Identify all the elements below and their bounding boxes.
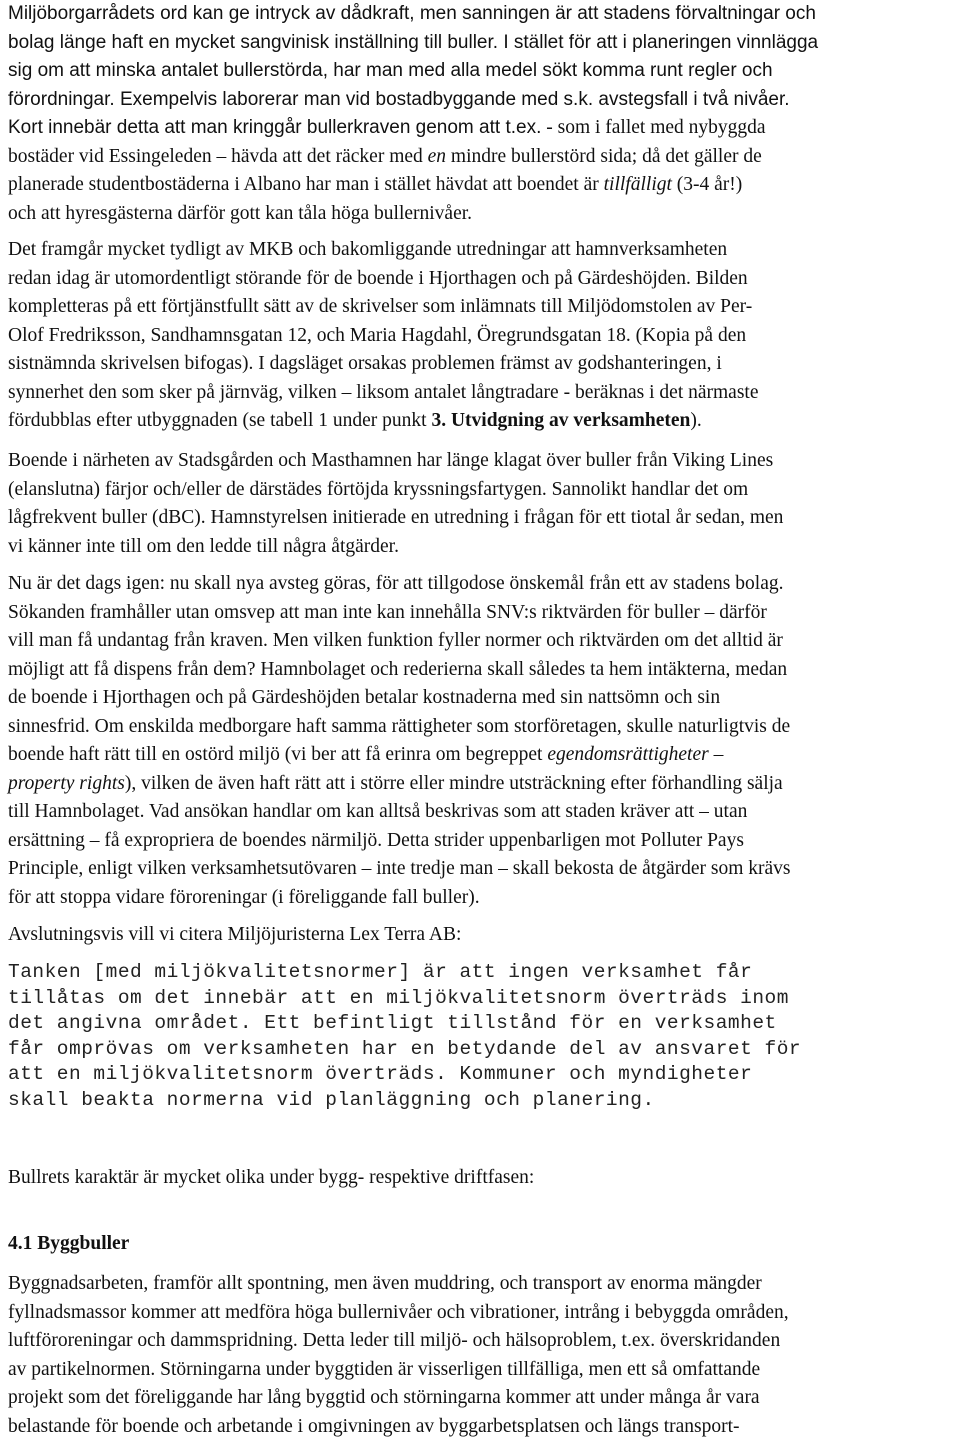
paragraph-1 bbox=[8, 0, 956, 228]
text-line: belastande för boende och arbetande i omgivningen av byggarbetsplatsen och längs transport- bbox=[8, 1413, 956, 1441]
text-line: Det framgår mycket tydligt av MKB och bakomliggande utredningar att hamnverksamheten bbox=[8, 236, 956, 265]
text-line: Miljöborgarrådets ord kan ge intryck av dådkraft, men sanningen är att stadens förvaltningar och bbox=[8, 0, 956, 29]
quote-line: Tanken [med miljökvalitetsnormer] är att ingen verksamhet får bbox=[8, 960, 956, 986]
text-line: ersättning – få expropriera de boendes närmiljö. Detta strider uppenbarligen mot Polluter Pays bbox=[8, 827, 956, 856]
text-line: Bullrets karaktär är mycket olika under bygg- respektive driftfasen: bbox=[8, 1164, 956, 1193]
text-segment: Kort innebär detta att man kringgår bullerkraven genom att t.ex. bbox=[8, 117, 541, 138]
text-line bbox=[8, 143, 956, 172]
text-line: vi känner inte till om den ledde till några åtgärder. bbox=[8, 533, 956, 562]
text-line: till Hamnbolaget. Vad ansökan handlar om kan alltså beskrivas som att staden kräver att – utan bbox=[8, 798, 956, 827]
quote-line: det angivna området. Ett befintligt tillstånd för en verksamhet bbox=[8, 1011, 956, 1037]
text-line bbox=[8, 741, 956, 770]
heading-text: 4.1 Byggbuller bbox=[8, 1230, 956, 1259]
text-line bbox=[8, 171, 956, 200]
text-line bbox=[8, 114, 956, 143]
text-line: av partikelnormen. Störningarna under byggtiden är visserligen tillfälliga, men ett så omfattande bbox=[8, 1356, 956, 1385]
emphasis: property rights bbox=[8, 773, 125, 794]
text-line: Boende i närheten av Stadsgården och Masthamnen har länge klagat över buller från Viking Lines bbox=[8, 447, 956, 476]
text-line bbox=[8, 407, 956, 436]
text-line bbox=[8, 86, 956, 115]
text-line: vill man få undantag från kraven. Men vilken funktion fyller normer och riktvärden om det alltid är bbox=[8, 627, 956, 656]
text-line: fyllnadsmassor kommer att medföra höga bullernivåer och vibrationer, intrång i bebyggda områden, bbox=[8, 1299, 956, 1328]
text-segment: avstegsfall i två nivåer. bbox=[598, 89, 789, 110]
text-line: Byggnadsarbeten, framför allt spontning, men även muddring, och transport av enorma mängder bbox=[8, 1270, 956, 1299]
text-line: sig om att minska antalet bullerstörda, har man med alla medel sökt komma runt regler och bbox=[8, 57, 956, 86]
text-segment: mindre bullerstörd sida; då det gäller de bbox=[446, 146, 762, 167]
text-line: Olof Fredriksson, Sandhamnsgatan 12, och Maria Hagdahl, Öregrundsgatan 18. (Kopia på den bbox=[8, 322, 956, 351]
text-segment: boende haft rätt till en ostörd miljö (vi ber att få erinra om begreppet bbox=[8, 744, 547, 765]
text-segment: ), vilken de även haft rätt att i större eller mindre utsträckning efter förhandling sälja bbox=[125, 773, 783, 794]
section-reference: 3. Utvidgning av verksamheten bbox=[431, 410, 690, 431]
text-line: (elanslutna) färjor och/eller de därstädes förtöjda kryssningsfartygen. Sannolikt handlar det om bbox=[8, 476, 956, 505]
text-segment: (3-4 år!) bbox=[672, 174, 742, 195]
emphasis: en bbox=[428, 146, 446, 167]
paragraph-2 bbox=[8, 236, 956, 436]
emphasis: tillfälligt bbox=[604, 174, 672, 195]
text-line: Avslutningsvis vill vi citera Miljöjuristerna Lex Terra AB: bbox=[8, 921, 956, 950]
text-line: Sökanden framhåller utan omsvep att man inte kan innehålla SNV:s riktvärden för buller – därför bbox=[8, 599, 956, 628]
text-line: Nu är det dags igen: nu skall nya avsteg göras, för att tillgodose önskemål från ett av stadens bolag. bbox=[8, 570, 956, 599]
text-line: lågfrekvent buller (dBC). Hamnstyrelsen initierade en utredning i frågan för ett tiotal år sedan, men bbox=[8, 504, 956, 533]
text-segment: planerade studentbostäderna i Albano har man i stället hävdat att boendet är bbox=[8, 174, 604, 195]
text-line: och att hyresgästerna därför gott kan tåla höga bullernivåer. bbox=[8, 200, 956, 229]
text-line: de boende i Hjorthagen och på Gärdeshöjden betalar kostnaderna med sin nattsömn och sin bbox=[8, 684, 956, 713]
text-segment: ). bbox=[690, 410, 701, 431]
text-line: sinnesfrid. Om enskilda medborgare haft samma rättigheter som storföretagen, skulle naturligtvis de bbox=[8, 713, 956, 742]
quote-line: skall beakta normerna vid planläggning och planering. bbox=[8, 1088, 956, 1114]
text-line bbox=[8, 770, 956, 799]
quote-line: att en miljökvalitetsnorm överträds. Kommuner och myndigheter bbox=[8, 1062, 956, 1088]
text-segment: - som i fallet med nybyggda bbox=[541, 117, 765, 138]
emphasis: egendomsrättigheter – bbox=[547, 744, 723, 765]
paragraph-6 bbox=[8, 1164, 956, 1193]
text-line: Principle, enligt vilken verksamhetsutövaren – inte tredje man – skall bekosta de åtgärder som krävs bbox=[8, 855, 956, 884]
text-line: redan idag är utomordentligt störande för de boende i Hjorthagen och på Gärdeshöjden. Bilden bbox=[8, 265, 956, 294]
text-line: för att stoppa vidare föroreningar (i föreliggande fall buller). bbox=[8, 884, 956, 913]
text-line: sistnämnda skrivelsen bifogas). I dagsläget orsakas problemen främst av godshanteringen, i bbox=[8, 350, 956, 379]
text-segment: förordningar. Exempelvis laborerar man vid bostadbyggande med s.k. bbox=[8, 89, 593, 110]
quote-line: får omprövas om verksamheten har en betydande del av ansvaret för bbox=[8, 1037, 956, 1063]
section-heading bbox=[8, 1230, 956, 1259]
paragraph-4 bbox=[8, 570, 956, 912]
paragraph-5 bbox=[8, 921, 956, 950]
block-quote bbox=[8, 960, 956, 1113]
text-segment: bostäder vid Essingeleden – hävda att det räcker med bbox=[8, 146, 428, 167]
text-line: möjligt att få dispens från dem? Hamnbolaget och rederierna skall således ta hem intäkterna, medan bbox=[8, 656, 956, 685]
text-line: luftföroreningar och dammspridning. Detta leder till miljö- och hälsoproblem, t.ex. överskridanden bbox=[8, 1327, 956, 1356]
quote-line: tillåtas om det innebär att en miljökvalitetsnorm överträds inom bbox=[8, 986, 956, 1012]
text-line: synnerhet den som sker på järnväg, vilken – liksom antalet långtradare - beräknas i det närmaste bbox=[8, 379, 956, 408]
text-line: bolag länge haft en mycket sangvinisk inställning till buller. I stället för att i planeringen vinnlägga bbox=[8, 29, 956, 58]
text-line: projekt som det föreliggande har lång byggtid och störningarna kommer att under många år vara bbox=[8, 1384, 956, 1413]
text-line: kompletteras på ett förtjänstfullt sätt av de skrivelser som inlämnats till Miljödomstolen av Per- bbox=[8, 293, 956, 322]
text-segment: fördubblas efter utbyggnaden (se tabell 1 under punkt bbox=[8, 410, 431, 431]
paragraph-3 bbox=[8, 447, 956, 561]
paragraph-7 bbox=[8, 1270, 956, 1441]
